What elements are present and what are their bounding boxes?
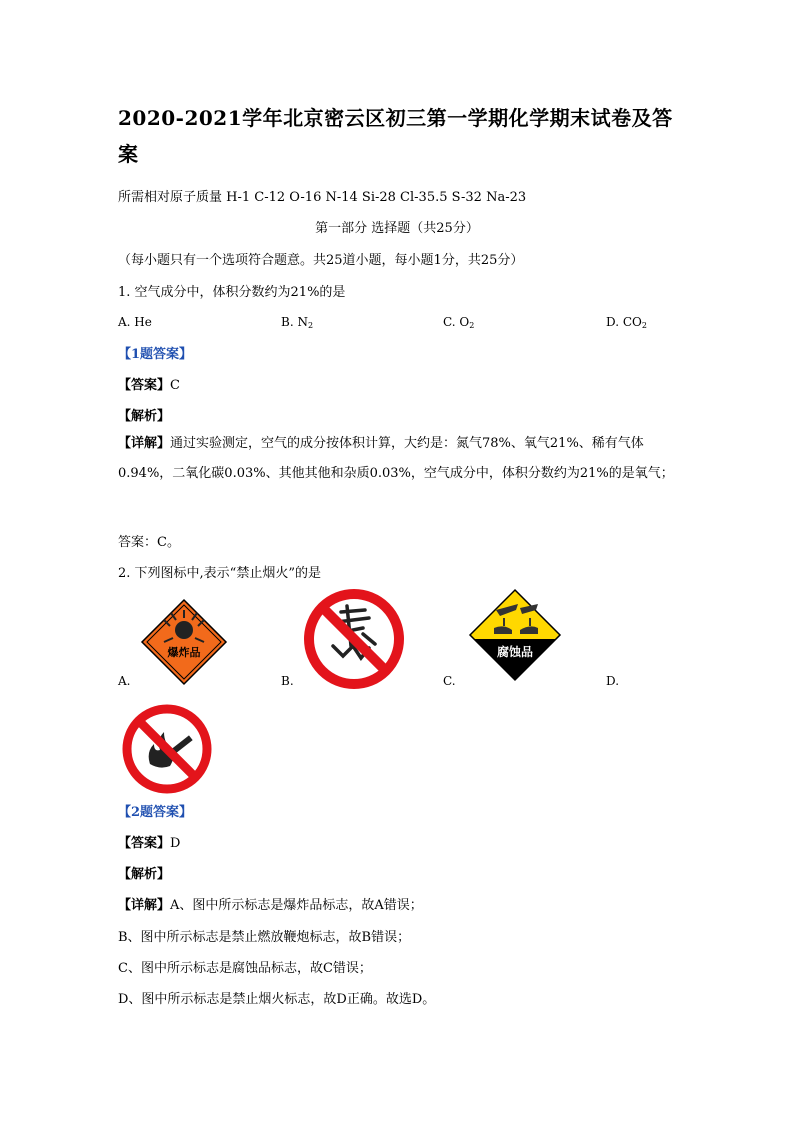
q2-detail-d: D、图中所示标志是禁止烟火标志，故D正确。故选D。 bbox=[118, 992, 436, 1007]
q1-option-d-text: D. CO bbox=[606, 315, 642, 329]
q1-final-answer: 答案：C。 bbox=[118, 535, 180, 550]
q1-option-a: A. He bbox=[118, 315, 152, 329]
q1-option-b bbox=[281, 315, 313, 330]
q2-option-b: B. bbox=[281, 674, 294, 688]
q1-analysis-label: 【解析】 bbox=[118, 409, 171, 424]
q2-answer-header: 【2题答案】 bbox=[118, 805, 193, 820]
q1-detail bbox=[118, 429, 678, 489]
q1-answer bbox=[118, 374, 180, 393]
no-firecrackers-sign-icon bbox=[303, 588, 405, 690]
section-heading: 第一部分 选择题（共25分） bbox=[315, 221, 479, 236]
q1-answer-label: 【答案】 bbox=[118, 378, 171, 393]
q2-detail-c: C、图中所示标志是腐蚀品标志，故C错误； bbox=[118, 961, 372, 976]
q2-detail-label: 【详解】 bbox=[118, 898, 171, 913]
q1-option-c bbox=[443, 315, 474, 330]
q2-option-c: C. bbox=[443, 674, 456, 688]
q1-answer-header: 【1题答案】 bbox=[118, 347, 193, 362]
no-fire-sign-icon bbox=[120, 704, 214, 794]
q2-detail-a-text: A、图中所示标志是爆炸品标志，故A错误； bbox=[170, 898, 423, 913]
q2-stem: 2. 下列图标中,表示“禁止烟火”的是 bbox=[118, 566, 321, 581]
q2-answer bbox=[118, 832, 180, 851]
q2-option-d: D. bbox=[606, 674, 620, 688]
q1-detail-text: 通过实验测定，空气的成分按体积计算，大约是：氮气78%、氧气21%、稀有气体0.94%，二氧化碳0.03%、其他其他和杂质0.03%，空气成分中，体积分数约为21%的是氧气； bbox=[118, 436, 674, 481]
q1-stem: 1. 空气成分中，体积分数约为21%的是 bbox=[118, 285, 346, 300]
instructions: （每小题只有一个选项符合题意。共25道小题，每小题1分，共25分） bbox=[118, 253, 524, 268]
corrosive-sign-icon bbox=[468, 588, 562, 682]
q1-option-d bbox=[606, 315, 647, 330]
q1-option-b-text: B. N bbox=[281, 315, 308, 329]
q1-option-b-sub: 2 bbox=[307, 321, 314, 330]
q2-answer-label: 【答案】 bbox=[118, 836, 171, 851]
q2-detail-b: B、图中所示标志是禁止燃放鞭炮标志，故B错误； bbox=[118, 930, 411, 945]
q1-detail-label: 【详解】 bbox=[118, 436, 171, 451]
explosive-sign-icon bbox=[140, 598, 228, 686]
q1-option-d-sub: 2 bbox=[641, 321, 647, 330]
q2-detail-a bbox=[118, 894, 423, 913]
corrosive-sign-label: 腐蚀品 bbox=[496, 645, 534, 659]
q1-answer-value: C bbox=[170, 378, 180, 393]
page-title: 2020-2021学年北京密云区初三第一学期化学期末试卷及答案 bbox=[118, 106, 673, 166]
q1-option-c-sub: 2 bbox=[469, 321, 475, 330]
q1-option-c-text: C. O bbox=[443, 315, 470, 329]
atomic-masses: 所需相对原子质量 H-1 C-12 O-16 N-14 Si-28 Cl-35.5 S-32 Na-23 bbox=[118, 190, 527, 205]
q2-option-a: A. bbox=[118, 674, 131, 688]
explosive-sign-label: 爆炸品 bbox=[167, 646, 201, 659]
q2-answer-value: D bbox=[170, 836, 181, 851]
q2-analysis-label: 【解析】 bbox=[118, 867, 171, 882]
